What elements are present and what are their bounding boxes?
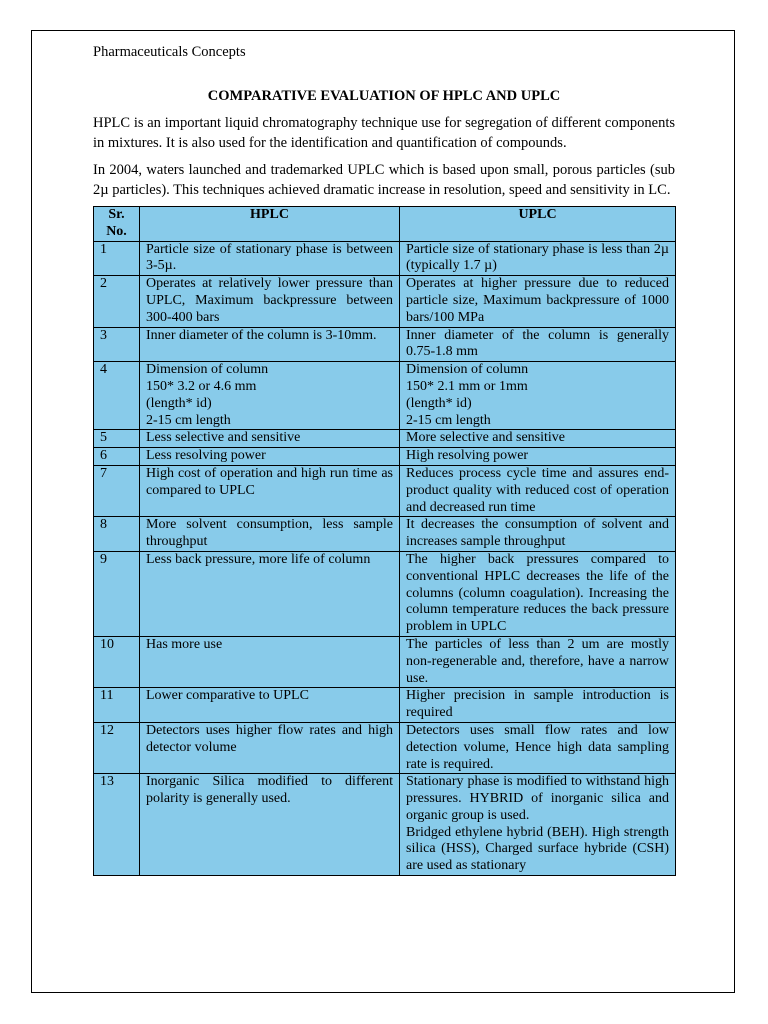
row-number: 4 xyxy=(94,362,140,430)
uplc-line: 150* 2.1 mm or 1mm xyxy=(406,378,528,394)
row-number: 12 xyxy=(94,722,140,773)
uplc-cell: More selective and sensitive xyxy=(400,430,676,448)
hplc-cell: Operates at relatively lower pressure than UPLC, Maximum backpressure between 300-400 bars xyxy=(140,276,400,327)
row-number: 3 xyxy=(94,327,140,362)
table-row xyxy=(94,774,676,876)
hplc-cell: Inorganic Silica modified to different polarity is generally used. xyxy=(140,774,400,876)
uplc-cell xyxy=(400,774,676,876)
header-hplc: HPLC xyxy=(140,207,400,242)
uplc-cell: The higher back pressures compared to conventional HPLC decreases the life of the columns (column coagulation). Increasing the column temperature reduces the back pressure problem in UPLC xyxy=(400,551,676,636)
table-row xyxy=(94,327,676,362)
row-number: 11 xyxy=(94,688,140,723)
uplc-cell: The particles of less than 2 um are mostly non-regenerable and, therefore, have a narrow use. xyxy=(400,636,676,687)
header-uplc: UPLC xyxy=(400,207,676,242)
table-row xyxy=(94,551,676,636)
uplc-history-paragraph: In 2004, waters launched and trademarked UPLC which is based upon small, porous particles (sub 2µ particles). This techniques achieved dramatic increase in resolution, speed and sensitivity in LC. xyxy=(93,162,675,198)
table-row xyxy=(94,465,676,516)
document-title: COMPARATIVE EVALUATION OF HPLC AND UPLC xyxy=(207,88,561,104)
table-row xyxy=(94,241,676,276)
uplc-cell: Operates at higher pressure due to reduced particle size, Maximum backpressure of 1000 bars/100 MPa xyxy=(400,276,676,327)
hplc-cell: Detectors uses higher flow rates and high detector volume xyxy=(140,722,400,773)
hplc-cell: Less selective and sensitive xyxy=(140,430,400,448)
running-header: Pharmaceuticals Concepts xyxy=(93,44,246,60)
uplc-line: Dimension of column xyxy=(406,362,529,378)
row-number: 1 xyxy=(94,241,140,276)
document-content xyxy=(93,42,675,876)
hplc-cell: More solvent consumption, less sample throughput xyxy=(140,517,400,552)
uplc-cell: Reduces process cycle time and assures end-product quality with reduced cost of operation and decreased run time xyxy=(400,465,676,516)
row-number: 8 xyxy=(94,517,140,552)
hplc-cell: Lower comparative to UPLC xyxy=(140,688,400,723)
uplc-cell xyxy=(400,362,676,430)
uplc-line: Stationary phase is modified to withstand high pressures. HYBRID of inorganic silica and organic group is used. xyxy=(406,774,669,823)
hplc-line: 2-15 cm length xyxy=(146,412,231,428)
row-number: 7 xyxy=(94,465,140,516)
uplc-line: Bridged ethylene hybrid (BEH). High strength silica (HSS), Charged surface hybride (CSH) are used as stationary xyxy=(406,824,669,874)
uplc-line: 2-15 cm length xyxy=(406,412,491,428)
hplc-cell: High cost of operation and high run time as compared to UPLC xyxy=(140,465,400,516)
uplc-cell: Inner diameter of the column is generally 0.75-1.8 mm xyxy=(400,327,676,362)
hplc-cell: Less back pressure, more life of column xyxy=(140,551,400,636)
table-row xyxy=(94,430,676,448)
uplc-cell: Detectors uses small flow rates and low detection volume, Hence high data sampling rate is required. xyxy=(400,722,676,773)
hplc-line: (length* id) xyxy=(146,395,212,411)
row-number: 9 xyxy=(94,551,140,636)
hplc-cell: Inner diameter of the column is 3-10mm. xyxy=(140,327,400,362)
hplc-cell xyxy=(140,362,400,430)
uplc-cell: Higher precision in sample introduction is required xyxy=(400,688,676,723)
row-number: 10 xyxy=(94,636,140,687)
row-number: 2 xyxy=(94,276,140,327)
comparison-table xyxy=(93,206,676,876)
hplc-line: 150* 3.2 or 4.6 mm xyxy=(146,378,257,394)
table-row xyxy=(94,448,676,466)
hplc-line: Dimension of column xyxy=(146,362,269,378)
table-row xyxy=(94,517,676,552)
uplc-cell: Particle size of stationary phase is less than 2µ (typically 1.7 µ) xyxy=(400,241,676,276)
header-sr-no: Sr. No. xyxy=(94,207,140,242)
intro-paragraph: HPLC is an important liquid chromatography technique use for segregation of different components in mixtures. It is also used for the identification and quantification of compounds. xyxy=(93,115,675,151)
row-number: 13 xyxy=(94,774,140,876)
hplc-cell: Has more use xyxy=(140,636,400,687)
table-row xyxy=(94,276,676,327)
row-number: 6 xyxy=(94,448,140,466)
row-number: 5 xyxy=(94,430,140,448)
table-header-row xyxy=(94,207,676,242)
table-row xyxy=(94,362,676,430)
hplc-cell: Less resolving power xyxy=(140,448,400,466)
table-row xyxy=(94,636,676,687)
uplc-cell: High resolving power xyxy=(400,448,676,466)
hplc-cell: Particle size of stationary phase is between 3-5µ. xyxy=(140,241,400,276)
uplc-line: (length* id) xyxy=(406,395,472,411)
table-row xyxy=(94,722,676,773)
table-row xyxy=(94,688,676,723)
uplc-cell: It decreases the consumption of solvent and increases sample throughput xyxy=(400,517,676,552)
